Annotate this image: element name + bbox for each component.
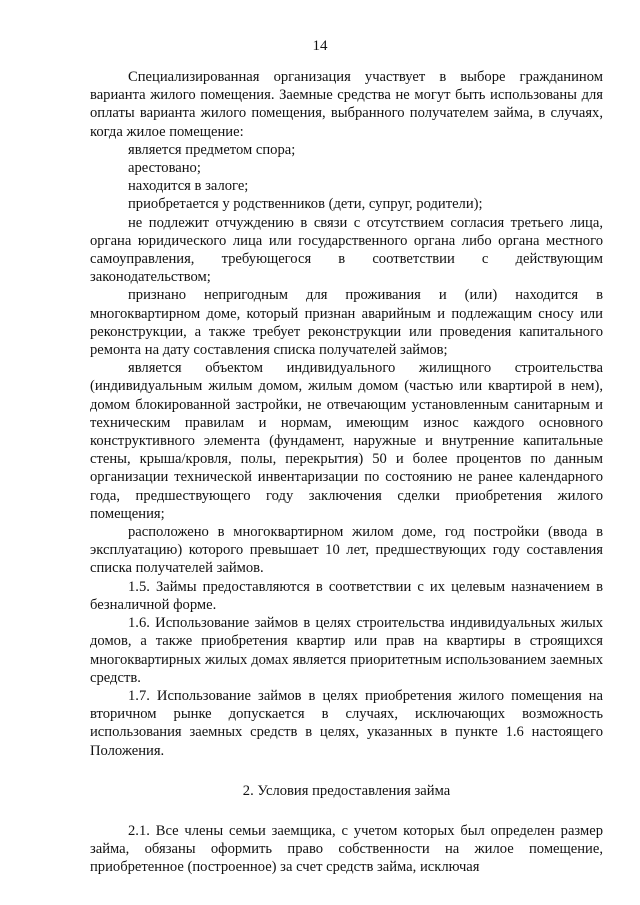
paragraph: Специализированная организация участвует в выборе гражданином варианта жилого помещения. Заемные средства не могут быть использованы для оплаты варианта жилого помещения, выбранного получателем займа, в случаях, когда жилое помещение: [90,69,603,140]
paragraph: является предметом спора; [128,141,296,158]
paragraph: не подлежит отчуждению в связи с отсутствием согласия третьего лица, органа юридического лица или государственного органа либо органа местного самоуправления, требующегося в соответствии с действующим законодательством; [90,214,603,286]
paragraph: является объектом индивидуального жилищного строительства (индивидуальным жилым домом, жилым домом (частью или квартирой в нем), домом блокированной застройки, не отвечающим установленным санитарным и техническим правилам и нормам, имеющим износ каждого основного конструктивного элемента (фундамент, наружные и внутренние капитальные стены, крыша/кровля, полы, перекрытия) 50 и более процентов по данным организации технической инвентаризации по состоянию не ранее календарного года, предшествующего году заключения сделки приобретения жилого помещения; [90,360,603,522]
section-title: 2. Условия предоставления займа [242,782,451,799]
paragraph: признано непригодным для проживания и (или) находится в многоквартирном доме, который признан аварийным и подлежащим сносу или реконструкции, а также требует реконструкции или проведения капитального ремонта на дату составления списка получателей займов; [90,287,603,359]
paragraph: 1.7. Использование займов в целях приобретения жилого помещения на вторичном рынке допускается в случаях, исключающих возможность использования заемных средств в целях, указанных в пункте 1.6 настоящего Положения. [90,687,603,759]
paragraph: арестовано; [128,160,201,177]
paragraph: приобретается у родственников (дети, супруг, родители); [128,196,483,213]
document-body [90,68,603,877]
paragraph: 1.6. Использование займов в целях строительства индивидуальных жилых домов, а также приобретения квартир или прав на квартиры в строящихся многоквартирных жилых домах является приоритетным использованием заемных средств. [90,615,603,686]
paragraph: 2.1. Все члены семьи заемщика, с учетом которых был определен размер займа, обязаны оформить право собственности на жилое помещение, приобретенное (построенное) за счет средств займа, исключая [90,822,603,876]
paragraph: находится в залоге; [128,178,249,195]
paragraph: расположено в многоквартирном жилом доме, год постройки (ввода в эксплуатацию) которого превышает 10 лет, предшествующих году составления списка получателей займов. [90,524,603,577]
page-number: 14 [312,38,328,54]
paragraph: 1.5. Займы предоставляются в соответствии с их целевым назначением в безналичной форме. [90,578,603,613]
